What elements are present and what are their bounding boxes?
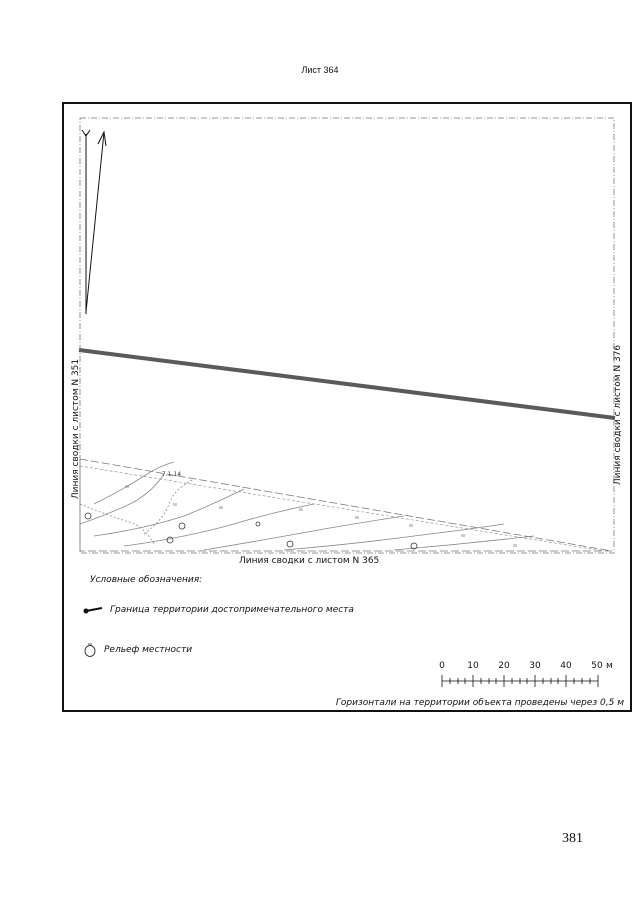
sheet-title: Лист 364 (301, 65, 339, 75)
boundary-line-icon (82, 604, 104, 616)
scale-tick-40: 40 (560, 661, 572, 671)
survey-area-outline (80, 459, 612, 551)
map-frame (62, 102, 632, 712)
elevation-label: 7.1.14 (162, 471, 182, 478)
north-arrow-icon (82, 130, 106, 314)
map-drawing (64, 104, 630, 710)
page-number: 381 (562, 831, 583, 846)
legend-title: Условные обозначения: (90, 575, 203, 585)
terrain-markers (85, 513, 417, 549)
inner-frame (80, 118, 614, 553)
scale-labels (439, 661, 613, 691)
scale-tick-20: 20 (498, 661, 510, 671)
legend-item-boundary (82, 604, 354, 616)
territory-boundary-line (79, 350, 615, 418)
legend-item-relief (82, 642, 192, 658)
scale-unit: м (606, 661, 613, 671)
scale-tick-50: 50 (591, 661, 603, 671)
scale-tick-0: 0 (439, 661, 445, 671)
contour-lines (80, 462, 534, 550)
terrain-relief-icon (82, 642, 98, 658)
legend-boundary-label: Граница территории достопримечательного места (110, 605, 354, 615)
bottom-junction-label: Линия сводки с листом N 365 (239, 556, 380, 566)
scale-tick-10: 10 (467, 661, 479, 671)
legend-relief-label: Рельеф местности (104, 645, 193, 655)
scale-tick-30: 30 (529, 661, 541, 671)
left-junction-label: Линия сводки с листом N 351 (71, 358, 82, 500)
contour-interval-note: Горизонтали на территории объекта проведены через 0,5 м (335, 698, 624, 708)
right-junction-label: Линия сводки с листом N 376 (613, 344, 624, 486)
